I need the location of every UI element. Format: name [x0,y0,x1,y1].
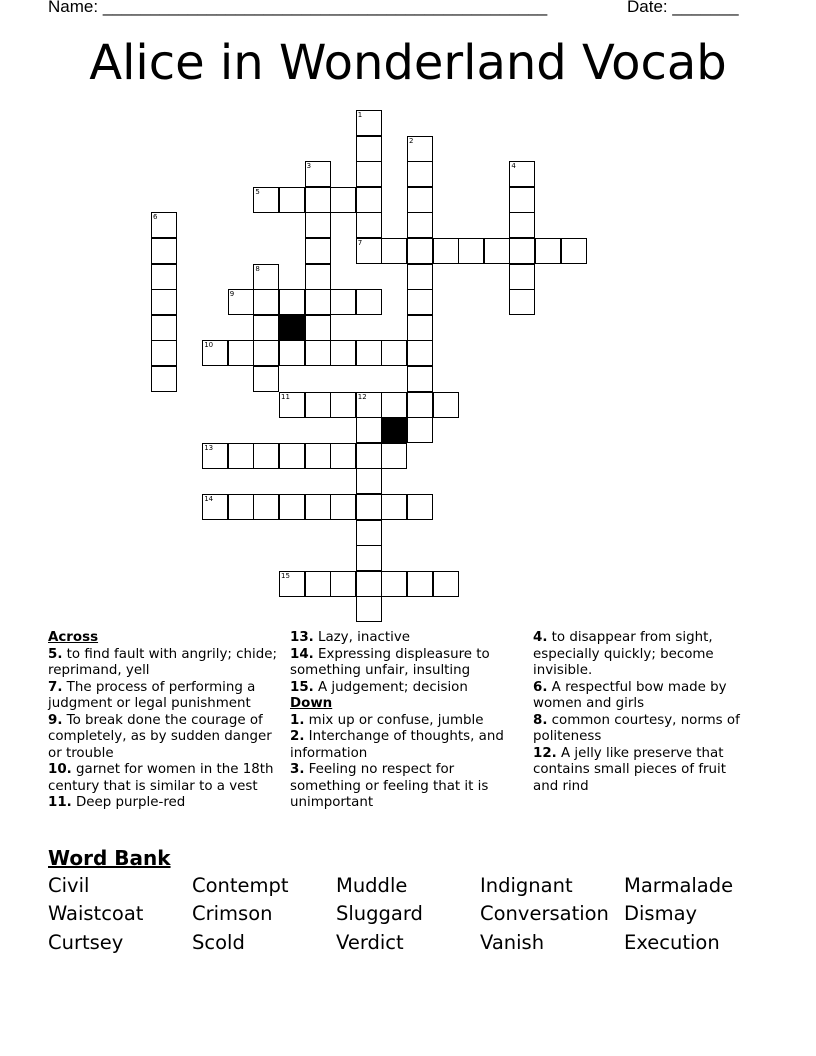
grid-cell[interactable] [356,545,382,571]
grid-cell[interactable] [407,392,433,418]
clue-text: The process of performing a judgment or legal punishment [48,679,256,711]
grid-cell[interactable] [381,443,407,469]
grid-cell[interactable] [356,161,382,187]
word-bank-item: Sluggard [336,902,423,925]
word-bank-item: Scold [192,931,245,954]
clue-num: 14. [290,646,314,662]
grid-cell[interactable] [330,187,356,213]
grid-cell[interactable] [407,494,433,520]
clue-item [290,680,520,697]
grid-cell[interactable] [356,468,382,494]
grid-cell[interactable] [253,187,279,213]
clue-number: 4 [511,162,516,171]
clue-text: mix up or confuse, jumble [304,712,484,728]
grid-cell[interactable] [305,289,331,315]
clue-num: 11. [48,795,72,810]
clue-text: Expressing displeasure to something unfair, insulting [290,646,490,678]
clue-num: 7. [48,679,63,695]
grid-cell[interactable] [279,187,305,213]
black-cell [279,315,305,341]
clue-number: 11 [281,392,290,401]
grid-cell[interactable] [407,238,433,264]
grid-cell[interactable] [151,366,177,392]
clue-item [48,795,284,812]
grid-cell[interactable] [151,315,177,341]
clue-number: 14 [204,495,214,503]
grid-cell[interactable] [356,238,382,264]
clue-text: to disappear from sight, especially quickly; become invisible. [533,630,714,678]
name-line[interactable]: _______________________________________________ [102,0,548,16]
grid-cell[interactable] [151,340,177,366]
grid-cell[interactable] [151,238,177,264]
grid-cell[interactable] [407,212,433,238]
clues-column-3 [533,630,753,795]
word-bank-item: Muddle [336,874,408,897]
clue-num: 4. [533,630,548,645]
clue-num: 6. [533,679,548,695]
grid-cell[interactable] [305,212,331,238]
grid-cell[interactable] [253,264,279,290]
grid-cell[interactable] [228,289,254,315]
clue-section-heading: Across [48,630,99,645]
grid-cell[interactable] [202,340,228,366]
clue-num: 2. [290,729,305,744]
grid-cell[interactable] [151,264,177,290]
clue-num: 8. [533,712,548,728]
grid-cell[interactable] [381,494,407,520]
grid-cell[interactable] [433,571,459,597]
grid-cell[interactable] [305,187,331,213]
grid-cell[interactable] [356,289,382,315]
grid-cell[interactable] [535,238,561,264]
grid-cell[interactable] [407,340,433,366]
word-bank-item: Civil [48,874,90,897]
clue-number: 1 [357,111,363,119]
grid-cell[interactable] [330,340,356,366]
word-bank-item: Crimson [192,902,273,925]
word-bank-item: Marmalade [624,874,734,897]
grid-cell[interactable] [279,494,305,520]
grid-cell[interactable] [330,443,356,469]
grid-cell[interactable] [381,340,407,366]
clue-item [48,713,284,763]
clue-num: 12. [533,745,557,761]
clue-num: 9. [48,712,63,728]
clue-num: 5. [48,646,63,662]
clue-number: 15 [281,571,290,580]
clue-text: Feeling no respect for something or feeling that it is unimportant [290,762,489,810]
grid-cell[interactable] [356,520,382,546]
clue-item [533,630,753,680]
grid-cell[interactable] [356,494,382,520]
word-bank-item: Indignant [480,874,573,897]
grid-cell[interactable] [356,596,382,622]
grid-cell[interactable] [305,238,331,264]
grid-cell[interactable] [305,340,331,366]
grid-cell[interactable] [407,161,433,187]
grid-cell[interactable] [305,571,331,597]
grid-cell[interactable] [305,494,331,520]
grid-cell[interactable] [509,161,535,187]
grid-cell[interactable] [407,136,433,162]
grid-cell[interactable] [330,571,356,597]
grid-cell[interactable] [458,238,484,264]
grid-cell[interactable] [279,392,305,418]
grid-cell[interactable] [151,212,177,238]
grid-cell[interactable] [356,443,382,469]
grid-cell[interactable] [279,571,305,597]
grid-cell[interactable] [305,392,331,418]
clues-column-1 [48,630,284,812]
word-bank-item: Conversation [480,902,609,925]
grid-cell[interactable] [305,443,331,469]
grid-cell[interactable] [330,494,356,520]
grid-cell[interactable] [381,392,407,418]
grid-cell[interactable] [228,443,254,469]
grid-cell[interactable] [407,187,433,213]
clue-text: Lazy, inactive [313,630,411,645]
clue-item [290,647,520,680]
date-label: Date: [627,0,668,16]
grid-cell[interactable] [407,366,433,392]
clue-number: 8 [255,264,260,273]
black-cell [381,417,407,443]
clue-item [48,647,284,680]
clue-text: A jelly like preserve that contains small pieces of fruit and rind [533,745,726,794]
grid-cell[interactable] [407,289,433,315]
clue-item [290,630,520,647]
clue-text: to find fault with angrily; chide; reprimand, yell [48,646,277,678]
grid-cell[interactable] [356,187,382,213]
grid-cell[interactable] [228,340,254,366]
clue-item [290,729,520,762]
clue-text: garnet for women in the 18th century that is similar to a vest [48,762,274,794]
clue-number: 2 [409,136,414,145]
grid-cell[interactable] [253,494,279,520]
clue-item [48,680,284,713]
grid-cell[interactable] [228,494,254,520]
grid-cell[interactable] [356,571,382,597]
clue-text: A respectful bow made by women and girls [533,679,727,711]
grid-cell[interactable] [561,238,587,264]
grid-cell[interactable] [330,392,356,418]
grid-cell[interactable] [484,238,510,264]
grid-cell[interactable] [356,340,382,366]
grid-cell[interactable] [305,315,331,341]
grid-cell[interactable] [253,443,279,469]
clue-number: 10 [204,341,214,350]
name-label: Name: [48,0,99,16]
grid-cell[interactable] [356,417,382,443]
clue-number: 5 [255,187,260,196]
clue-num: 13. [290,630,314,645]
grid-cell[interactable] [356,110,382,136]
grid-cell[interactable] [433,392,459,418]
clue-num: 15. [290,679,314,695]
grid-cell[interactable] [381,571,407,597]
grid-cell[interactable] [202,443,228,469]
grid-cell[interactable] [509,212,535,238]
clue-text: Interchange of thoughts, and information [290,729,504,761]
clue-item [48,762,284,795]
word-bank-item: Vanish [480,931,545,954]
word-bank-item: Waistcoat [48,902,144,925]
grid-cell[interactable] [509,187,535,213]
clue-text: To break done the courage of completely, as by sudden danger or trouble [48,712,272,761]
clue-item [533,746,753,796]
word-bank-item: Verdict [336,931,404,954]
clue-text: common courtesy, norms of politeness [533,712,740,744]
word-bank-item: Execution [624,931,720,954]
clue-number: 9 [229,290,235,299]
clue-number: 6 [153,213,158,222]
grid-cell[interactable] [407,417,433,443]
clue-num: 10. [48,762,72,777]
grid-cell[interactable] [356,392,382,418]
clues-column-2 [290,630,520,812]
clue-num: 3. [290,762,305,777]
grid-cell[interactable] [509,238,535,264]
grid-cell[interactable] [330,289,356,315]
clue-number: 3 [306,162,312,171]
clue-section-heading: Down [290,696,333,711]
grid-cell[interactable] [407,315,433,341]
page-title: Alice in Wonderland Vocab [89,35,727,91]
clue-num: 1. [290,712,305,728]
word-bank-item: Contempt [192,874,289,897]
grid-cell[interactable] [433,238,459,264]
clue-item [290,713,520,730]
grid-cell[interactable] [202,494,228,520]
grid-cell[interactable] [305,161,331,187]
grid-cell[interactable] [407,264,433,290]
clue-item [533,680,753,713]
date-line[interactable]: _______ [672,0,739,16]
grid-cell[interactable] [279,443,305,469]
grid-cell[interactable] [305,264,331,290]
clue-number: 7 [357,239,363,247]
word-bank-item: Curtsey [48,931,124,954]
word-bank-item: Dismay [624,902,698,925]
grid-cell[interactable] [151,289,177,315]
grid-cell[interactable] [279,289,305,315]
clue-text: A judgement; decision [313,679,468,695]
clue-number: 13 [204,443,214,452]
clue-item [290,762,520,812]
grid-cell[interactable] [381,238,407,264]
grid-cell[interactable] [253,315,279,341]
grid-cell[interactable] [253,289,279,315]
grid-cell[interactable] [509,289,535,315]
grid-cell[interactable] [253,366,279,392]
grid-cell[interactable] [356,136,382,162]
clue-item [533,713,753,746]
word-bank-title: Word Bank [48,846,171,870]
grid-cell[interactable] [356,212,382,238]
grid-cell[interactable] [407,571,433,597]
grid-cell[interactable] [253,340,279,366]
clue-number: 12 [357,392,367,401]
grid-cell[interactable] [279,340,305,366]
grid-cell[interactable] [509,264,535,290]
clue-text: Deep purple-red [71,795,186,810]
